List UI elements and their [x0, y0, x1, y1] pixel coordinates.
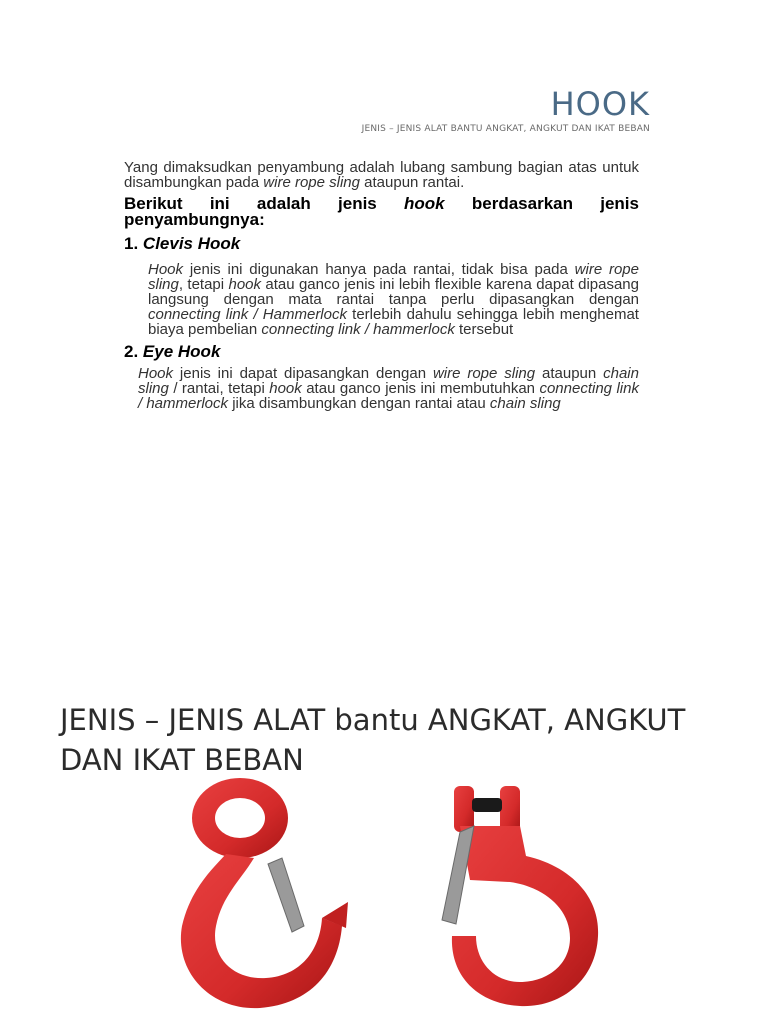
- slide2-title-line2: DAN IKAT BEBAN: [60, 743, 304, 777]
- clevis-left-ear: [454, 786, 474, 832]
- eye-seg-10: chain sling: [489, 395, 561, 412]
- clevis-hook-image: [430, 786, 620, 1016]
- section-number: 2.: [124, 342, 139, 361]
- intro-paragraph: [124, 160, 639, 190]
- clevis-seg-9: tersebut: [454, 321, 514, 338]
- eye-seg-9: jika disambungkan dengan rantai atau: [228, 395, 490, 412]
- clevis-seg-1: jenis ini digunakan hanya pada rantai, tidak bisa pada: [183, 261, 575, 278]
- section-heading-eye: [124, 343, 639, 361]
- eye-seg-4: chain sling: [138, 365, 639, 397]
- clevis-seg-7: terlebih dahulu sehingga lebih menghemat biaya pembelian: [148, 306, 639, 338]
- eye-seg-7: atau ganco jenis ini membutuhkan: [301, 380, 540, 397]
- section-title: Eye Hook: [142, 342, 221, 361]
- slide-subtitle: JENIS – JENIS ALAT BANTU ANGKAT, ANGKUT DAN IKAT BEBAN: [361, 124, 650, 134]
- intro-italic-1: wire rope sling: [263, 174, 360, 191]
- clevis-hook-body: [452, 826, 598, 1006]
- eye-seg-5: / rantai, tetapi: [168, 380, 270, 397]
- clevis-seg-0: Hook: [148, 261, 184, 278]
- section-body-clevis: [148, 262, 639, 337]
- eye-seg-8: connecting link / hammerlock: [138, 380, 639, 412]
- section-heading-clevis: [124, 235, 639, 253]
- clevis-seg-4: hook: [228, 276, 262, 293]
- clevis-seg-2: wire rope sling: [148, 261, 639, 293]
- section-number: 1.: [124, 234, 139, 253]
- title-block: [362, 86, 650, 134]
- eye-seg-0: Hook: [138, 365, 174, 382]
- slide-jenis-alat: [0, 680, 768, 1024]
- types-heading-text-2: berdasarkan jenis penyambungnya:: [124, 194, 639, 229]
- slide-body: [124, 160, 639, 411]
- section-title: Clevis Hook: [142, 234, 241, 253]
- types-heading: [124, 196, 639, 228]
- clevis-right-ear: [500, 786, 520, 832]
- clevis-seg-6: connecting link / Hammerlock: [148, 306, 347, 323]
- eye-seg-6: hook: [269, 380, 302, 397]
- clevis-pin: [472, 798, 502, 812]
- section-body-eye: [138, 366, 639, 411]
- slide2-title-line1: JENIS – JENIS ALAT bantu ANGKAT, ANGKUT: [60, 703, 686, 737]
- slide2-title: [60, 700, 700, 780]
- slide-title: HOOK: [550, 85, 650, 123]
- clevis-seg-8: connecting link / hammerlock: [261, 321, 455, 338]
- eye-seg-3: ataupun: [535, 365, 604, 382]
- eye-seg-2: wire rope sling: [432, 365, 536, 382]
- eye-hook-image: [170, 776, 360, 1016]
- eye-hook-latch: [268, 858, 304, 932]
- types-heading-text-1: Berikut ini adalah jenis: [124, 194, 405, 213]
- intro-text-1: Yang dimaksudkan penyambung adalah lubang sambung bagian atas untuk disambungkan pada: [124, 159, 639, 191]
- clevis-seg-3: , tetapi: [178, 276, 229, 293]
- eye-hook-body: [181, 854, 342, 1008]
- eye-hook-ring-hole: [215, 798, 265, 838]
- intro-text-2: ataupun rantai.: [360, 174, 465, 191]
- eye-seg-1: jenis ini dapat dipasangkan dengan: [173, 365, 433, 382]
- types-heading-italic: hook: [404, 194, 445, 213]
- clevis-seg-5: atau ganco jenis ini lebih flexible karena dapat dipasang langsung dengan mata rantai tanpa perlu dipasangkan dengan: [148, 276, 639, 308]
